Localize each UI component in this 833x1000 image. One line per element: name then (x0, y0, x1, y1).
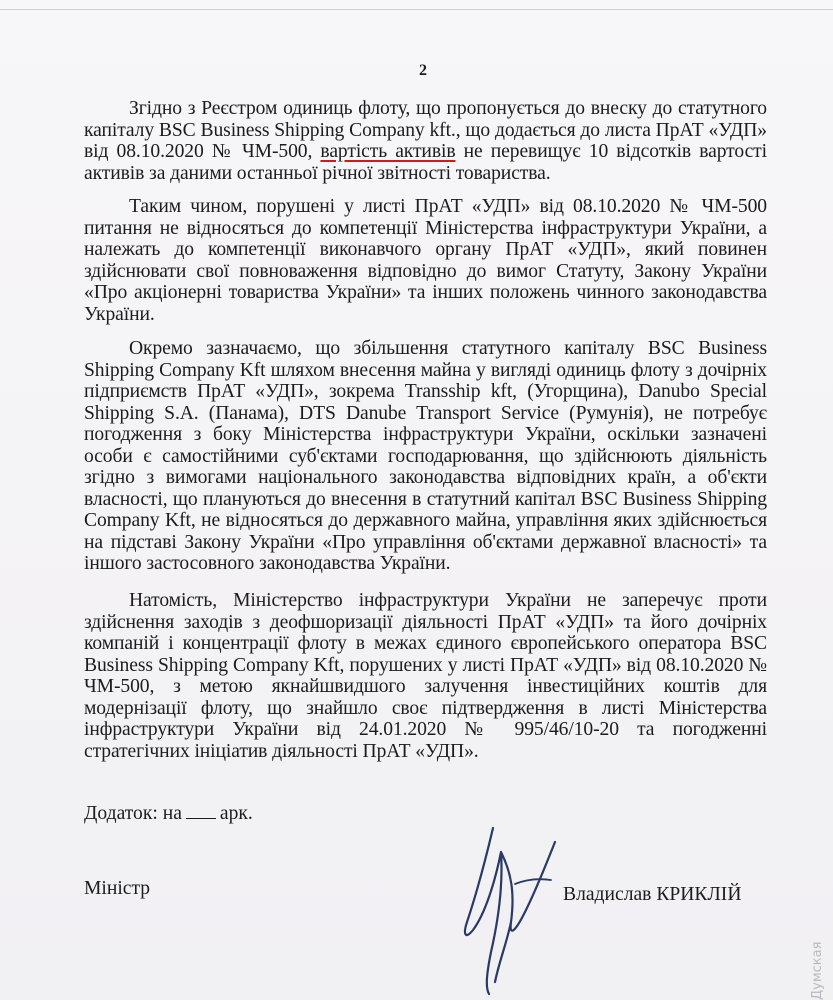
site-watermark: Думская (810, 941, 825, 1000)
paragraph-1-text-a: Згідно з Реєстром одиниць флоту, що пропонується до внеску до статутного капіталу BSC Business Shipping Company kft., що додається до листа ПрАТ «УДП» від 08.10.2020 № ЧМ-500, (84, 98, 767, 162)
highlighted-phrase: вартість активів (320, 141, 456, 162)
attachment-blank (186, 802, 216, 819)
paragraph-4 (84, 590, 767, 762)
attachment-suffix: арк. (219, 803, 253, 824)
paragraph-3 (84, 338, 767, 575)
paragraph-2-text: Таким чином, порушені у листі ПрАТ «УДП» від 08.10.2020 № ЧМ-500 питання не відносяться до компетенції Міністерства інфраструктури України, а належать до компетенції виконавчого органу ПрАТ «УДП», який повинен здійснювати свої повноваження відповідно до вимог Статуту, Закону України «Про акціонерні товариства України» та інших положень чинного законодавства України. (84, 196, 767, 325)
attachment-prefix: Додаток: на (84, 803, 182, 824)
paragraph-1-text-b: не перевищує 10 відсотків вартості активів за даними останньої річної звітності товариства. (84, 141, 767, 184)
signatory-name: Владислав КРИКЛІЙ (563, 884, 742, 905)
signatory-position: Міністр (84, 878, 151, 899)
paragraph-1 (84, 98, 767, 184)
handwritten-signature (455, 822, 565, 997)
page-number: 2 (419, 62, 427, 79)
attachment-line (84, 802, 253, 825)
paragraph-3-text: Окремо зазначаємо, що збільшення статутного капіталу BSC Business Shipping Company Kft шляхом внесення майна у вигляді одиниць флоту з дочірніх підприємств ПрАТ «УДП», зокрема Transship kft, (Угорщина), Danubo Special Shipping S.A. (Панама), DTS Danube Transport Service (Румунія), не потребує погодження з боку Міністерства інфраструктури України, оскільки зазначені особи є самостійними суб'єктами господарювання, що здійснюють діяльність згідно з вимогами національного законодавства відповідних країн, а об'єкти власності, що плануються до внесення в статутний капітал BSC Business Shipping Company Kft, не відносяться до державного майна, управління яких здійснюється на підставі Закону України «Про управління об'єктами державної власності» та іншого застосовного законодавства України. (84, 338, 767, 574)
top-divider (0, 9, 833, 10)
paragraph-2 (84, 196, 767, 325)
paragraph-4-text: Натомість, Міністерство інфраструктури України не заперечує проти здійснення заходів з деофшоризації діяльності ПрАТ «УДП» та його дочірніх компаній і концентрації флоту в межах єдиного європейського оператора BSC Business Shipping Company Kft, порушених у листі ПрАТ «УДП» від 08.10.2020 № ЧМ-500, з метою якнайшвидшого залучення інвестиційних коштів для модернізації флоту, що знайшло своє підтвердження в листі Міністерства інфраструктури України від 24.01.2020 № 995/46/10-20 та погодженні стратегічних ініціатив діяльності ПрАТ «УДП». (84, 590, 767, 762)
